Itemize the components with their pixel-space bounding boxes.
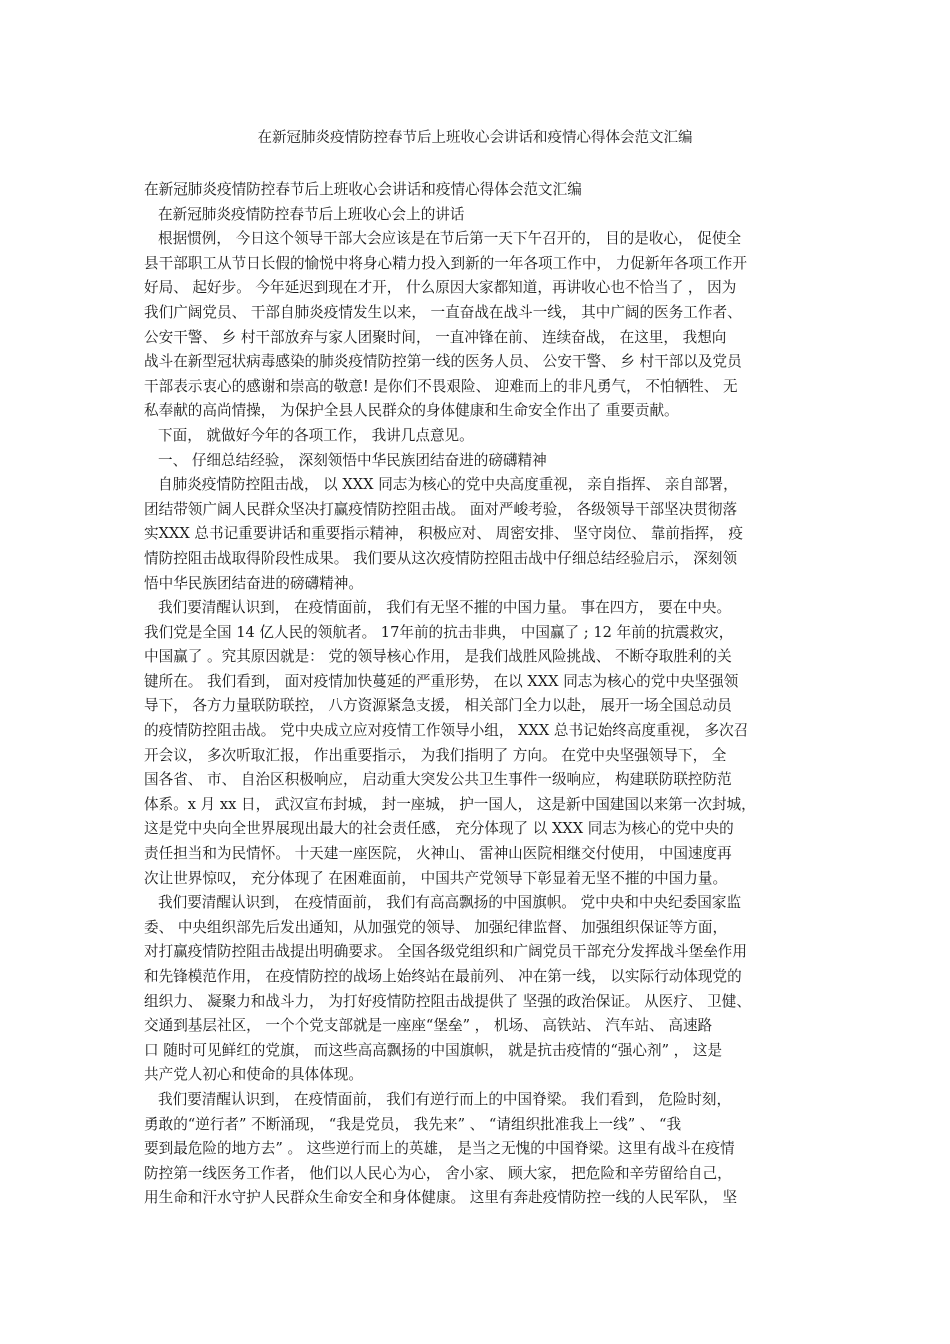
text-line: 在新冠肺炎疫情防控春节后上班收心会上的讲话 bbox=[158, 205, 465, 223]
text-line: 用生命和汗水守护人民群众生命安全和身体健康。 这里有奔赴疫情防控一线的人民军队， 坚 bbox=[144, 1189, 738, 1207]
text-line: 防控第一线医务工作者， 他们以人民心为心， 舍小家、 顾大家， 把危险和辛劳留给自己， bbox=[144, 1164, 732, 1182]
text-line: 实XXX 总书记重要讲话和重要指示精神， 积极应对、 周密安排、 坚守岗位、 靠前指挥， 疫 bbox=[144, 525, 743, 543]
text-line: 我们党是全国 14 亿人民的领航者。 17年前的抗击非典， 中国赢了 ; 12 年前的抗震救灾， bbox=[144, 623, 734, 641]
text-line: 干部表示衷心的感谢和崇高的敬意! 是你们不畏艰险、 迎难而上的非凡勇气， 不怕牺牲、 无 bbox=[144, 377, 738, 395]
text-line: 委、 中央组织部先后发出通知，从加强党的领导、 加强纪律监督、 加强组织保证等方面， bbox=[144, 918, 728, 936]
text-line: 导下， 各方力量联防联控， 八方资源紧急支援， 相关部门全力以赴， 展开一场全国总动员 bbox=[144, 697, 732, 715]
text-line: 团结带领广阔人民群众坚决打赢疫情防控阻击战。 面对严峻考验， 各级领导干部坚决贯彻落 bbox=[144, 500, 738, 518]
document-body bbox=[144, 178, 808, 1211]
text-line: 公安干警、 乡 村干部放弃与家人团聚时间， 一直冲锋在前、 连续奋战， 在这里， 我想向 bbox=[144, 328, 727, 346]
text-line: 根据惯例， 今日这个领导干部大会应该是在节后第一天下午召开的， 目的是收心， 促使全 bbox=[158, 230, 742, 248]
text-line: 我们要清醒认识到， 在疫情面前， 我们有无坚不摧的中国力量。 事在四方， 要在中央。 bbox=[158, 599, 732, 617]
text-line: 共产党人初心和使命的具体体现。 bbox=[144, 1066, 363, 1084]
text-line: 键所在。 我们看到， 面对疫情加快蔓延的严重形势， 在以 XXX 同志为核心的党中央坚强领 bbox=[144, 672, 739, 690]
text-line: 我们要清醒认识到， 在疫情面前， 我们有逆行而上的中国脊梁。 我们看到， 危险时刻， bbox=[158, 1090, 732, 1108]
text-line: 勇敢的“逆行者” 不断涌现， “我是党员， 我先来” 、 “请组织批准我上一线” 、 “我 bbox=[144, 1115, 682, 1133]
text-line: 体系。x 月 xx 日， 武汉宣布封城， 封一座城， 护一国人， 这是新中国建国以来第一次封城， bbox=[144, 795, 756, 813]
text-line: 一、 仔细总结经验， 深刻领悟中华民族团结奋进的磅礴精神 bbox=[158, 451, 547, 469]
text-line: 开会议， 多次听取汇报， 作出重要指示， 为我们指明了 方向。 在党中央坚强领导下， 全 bbox=[144, 746, 727, 764]
text-line: 的疫情防控阻击战。 党中央成立应对疫情工作领导小组， XXX 总书记始终高度重视， 多次召 bbox=[144, 722, 749, 740]
text-line: 对打赢疫情防控阻击战提出明确要求。 全国各级党组织和广阔党员干部充分发挥战斗堡垒作用 bbox=[144, 943, 747, 961]
text-line: 交通到基层社区， 一个个党支部就是一座座“堡垒” ， 机场、 高铁站、 汽车站、 高速路 bbox=[144, 1017, 713, 1035]
text-line: 在新冠肺炎疫情防控春节后上班收心会讲话和疫情心得体会范文汇编 bbox=[144, 181, 582, 198]
document-title: 在新冠肺炎疫情防控春节后上班收心会讲话和疫情心得体会范文汇编 bbox=[257, 130, 693, 146]
text-line: 自肺炎疫情防控阻击战， 以 XXX 同志为核心的党中央高度重视， 亲自指挥、 亲自部署， bbox=[158, 476, 738, 494]
text-line: 县干部职工从节日长假的愉悦中将身心精力投入到新的一年各项工作中， 力促新年各项工作开 bbox=[144, 254, 747, 272]
text-line: 战斗在新型冠状病毒感染的肺炎疫情防控第一线的医务人员、 公安干警、 乡 村干部以及党员 bbox=[144, 353, 742, 371]
text-line: 我们要清醒认识到， 在疫情面前， 我们有高高飘扬的中国旗帜。 党中央和中央纪委国家监 bbox=[158, 894, 742, 912]
text-line: 我们广阔党员、 干部自肺炎疫情发生以来， 一直奋战在战斗一线， 其中广阔的医务工作者、 bbox=[144, 303, 742, 321]
text-line: 这是党中央向全世界展现出最大的社会责任感， 充分体现了 以 XXX 同志为核心的党中央的 bbox=[144, 820, 734, 838]
text-line: 次让世界惊叹， 充分体现了 在困难面前， 中国共产党领导下彰显着无坚不摧的中国力量。 bbox=[144, 869, 728, 887]
text-line: 好局、 起好步。 今年延迟到现在才开， 什么原因大家都知道，再讲收心也不恰当了 ， 因为 bbox=[144, 279, 737, 297]
text-line: 和先锋模范作用， 在疫情防控的战场上始终站在最前列、 冲在第一线， 以实际行动体现党的 bbox=[144, 968, 742, 985]
text-line: 私奉献的高尚情操， 为保护全县人民群众的身体健康和生命安全作出了 重要贡献。 bbox=[144, 402, 679, 420]
text-line: 组织力、 凝聚力和战斗力， 为打好疫情防控阻击战提供了 坚强的政治保证。 从医疗、 卫健、 bbox=[144, 992, 751, 1010]
text-line: 口 随时可见鲜红的党旗， 而这些高高飘扬的中国旗帜， 就是抗击疫情的“强心剂” ， 这是 bbox=[144, 1041, 723, 1059]
text-line: 要到最危险的地方去” 。 这些逆行而上的英雄， 是当之无愧的中国脊梁。这里有战斗在疫情 bbox=[144, 1140, 735, 1158]
text-line: 责任担当和为民情怀。 十天建一座医院， 火神山、 雷神山医院相继交付使用， 中国速度再 bbox=[144, 845, 732, 863]
text-line: 悟中华民族团结奋进的磅礴精神。 bbox=[144, 574, 363, 592]
text-line: 下面， 就做好今年的各项工作， 我讲几点意见。 bbox=[158, 426, 474, 444]
text-line: 情防控阻击战取得阶段性成果。 我们要从这次疫情防控阻击战中仔细总结经验启示， 深刻领 bbox=[144, 549, 738, 567]
text-line: 中国赢了 。究其原因就是： 党的领导核心作用， 是我们战胜风险挑战、 不断夺取胜利的关 bbox=[144, 648, 732, 666]
text-line: 国各省、 市、 自治区积极响应， 启动重大突发公共卫生事件一级响应， 构建联防联控防范 bbox=[144, 771, 732, 789]
